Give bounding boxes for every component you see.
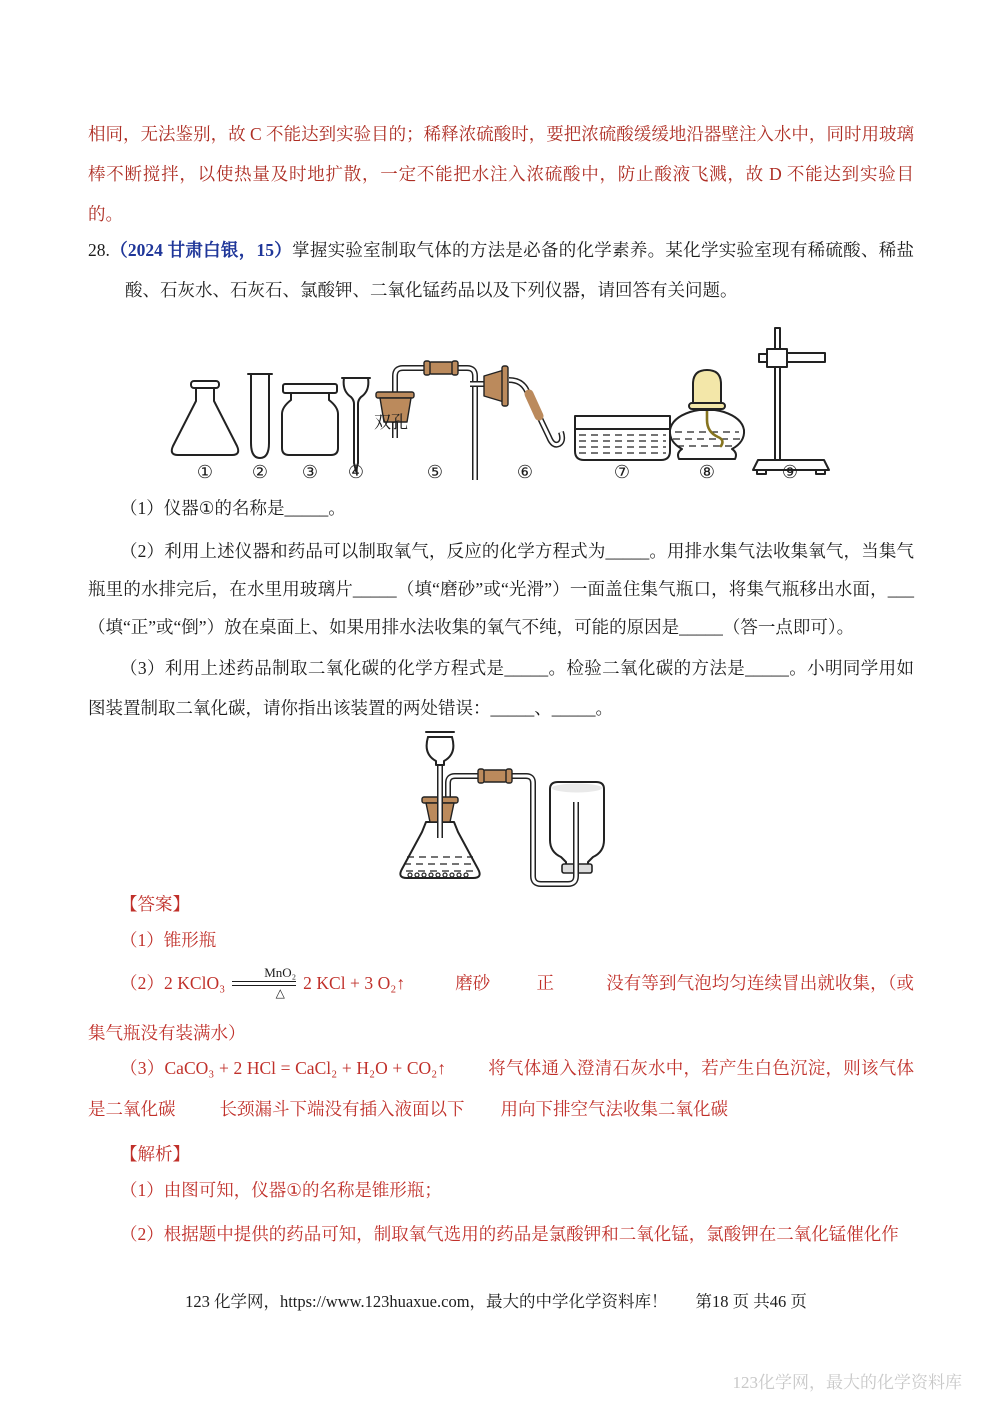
- dual-hole-label: 双孔: [374, 413, 408, 432]
- question-number: 28.: [88, 240, 110, 260]
- question-28: [88, 230, 914, 310]
- equals-double-line: [232, 981, 296, 986]
- bubbles: [408, 873, 468, 877]
- erlenmeyer-flask-icon: [172, 381, 238, 455]
- gap: [554, 988, 606, 989]
- question-stem: 掌握实验室制取气体的方法是必备的化学素养。某化学实验室现有稀硫酸、稀盐酸、石灰水、石灰石、氯酸钾、二氧化锰药品以及下列仪器，请回答有关问题。: [125, 240, 915, 300]
- test-tube-icon: [248, 374, 272, 458]
- answer-3-blank-2: 长颈漏斗下端没有插入液面以下: [219, 1099, 465, 1119]
- answer-2-blank-1: 磨砂: [455, 973, 491, 993]
- answer-3-prefix: （3）: [120, 1058, 165, 1078]
- rubber-connector-icon: [478, 769, 512, 783]
- apparatus-label-9: ⑨: [781, 462, 799, 482]
- rubber-connector-icon: [424, 361, 458, 375]
- apparatus-label-8: ⑧: [698, 462, 716, 482]
- apparatus-label-3: ③: [301, 462, 319, 482]
- answer-3-blank-3: 用向下排空气法收集二氧化碳: [500, 1099, 728, 1119]
- catalyst-label: MnO₂: [264, 965, 297, 981]
- answer-2: [88, 958, 914, 1058]
- answer-3-equation: CaCO₃ + 2 HCl = CaCl₂ + H₂O + CO₂↑: [164, 1058, 446, 1078]
- answer-2-prefix: （2）: [120, 973, 165, 993]
- answer-2-blank-2: 正: [536, 973, 555, 993]
- answer-1: （1）锥形瓶: [120, 930, 217, 950]
- apparatus-label-6: ⑥: [516, 462, 534, 482]
- watermark: 123化学网，最大的化学资料库: [732, 1373, 962, 1392]
- analysis-header: 【解析】: [120, 1144, 190, 1164]
- apparatus-label-4: ④: [347, 462, 365, 482]
- long-neck-funnel-icon: [342, 378, 370, 471]
- co2-apparatus-figure: [380, 726, 680, 896]
- apparatus-figure-svg: [130, 320, 830, 490]
- equation-rhs: 2 KCl + 3 O₂↑: [303, 973, 406, 993]
- apparatus-label-1: ①: [196, 462, 214, 482]
- analysis-paragraph-1: （1）由图可知，仪器①的名称是锥形瓶；: [120, 1180, 442, 1200]
- question-source: （2024 甘肃白银，15）: [109, 240, 293, 260]
- equation-lhs: 2 KClO₃: [164, 973, 226, 993]
- apparatus-label-5: ⑤: [426, 462, 444, 482]
- heat-symbol: △: [275, 986, 285, 1001]
- apparatus-figure: [130, 320, 830, 492]
- water-trough-icon: [575, 416, 670, 460]
- gap: [465, 1114, 501, 1115]
- apparatus-label-7: ⑦: [613, 462, 631, 482]
- footer-page-info: 第18 页 共46 页: [695, 1292, 807, 1311]
- stopper-delivery-tube-icon: [470, 366, 562, 445]
- gap: [668, 1306, 696, 1307]
- explanation-intro-paragraph: 相同，无法鉴别，故 C 不能达到实验目的；稀释浓硫酸时，要把浓硫酸缓缓地沿器壁注入水中，同时用玻璃棒不断搅拌，以使热量及时地扩散，一定不能把水注入浓硫酸中，防止酸液飞溅，故 D 不能达到实验目的。: [88, 124, 914, 224]
- page-footer: [0, 1286, 992, 1318]
- gap: [446, 1073, 488, 1074]
- gap: [405, 988, 455, 989]
- sub-question-2: （2）利用上述仪器和药品可以制取氧气，反应的化学方程式为_____。用排水集气法收集氧气，当集气瓶里的水排完后，在水里用玻璃片_____（填“磨砂”或“光滑”）一面盖住集气瓶口，将集气瓶移出水面，___（填“正”或“倒”）放在桌面上、如果用排水法收集的氧气不纯，可能的原因是_____（答一点即可）。: [88, 541, 914, 637]
- gap: [176, 1114, 220, 1115]
- alcohol-lamp-icon: [670, 370, 744, 459]
- answer-3-blank-1: 将气体通入澄清石灰水中，若产生白色沉淀，则该气体是二氧化碳: [88, 1058, 914, 1119]
- answer-3: [88, 1048, 914, 1130]
- wide-mouth-bottle-icon: [282, 384, 338, 455]
- gap: [490, 988, 536, 989]
- answer-header: 【答案】: [120, 894, 190, 914]
- apparatus-label-2: ②: [251, 462, 269, 482]
- co2-apparatus-svg: [380, 726, 680, 896]
- sub-question-1: （1）仪器①的名称是_____。: [120, 498, 346, 518]
- reaction-condition-stack: [232, 966, 296, 999]
- sub-question-3: （3）利用上述药品制取二氧化碳的化学方程式是_____。检验二氧化碳的方法是_____。小明同学用如图装置制取二氧化碳，请你指出该装置的两处错误：_____、_____。: [88, 658, 914, 718]
- footer-site-info: 123 化学网，https://www.123huaxue.com，最大的中学化学资料库！: [185, 1292, 668, 1311]
- iron-stand-icon: [753, 328, 829, 474]
- rubber-stopper-icon: [484, 366, 508, 406]
- answer-2-blank-3: 没有等到气泡均匀连续冒出就收集，（或集气瓶没有装满水）: [88, 973, 915, 1043]
- analysis-paragraph-2: （2）根据题中提供的药品可知，制取氧气选用的药品是氯酸钾和二氧化锰，氯酸钾在二氧化锰催化作: [120, 1224, 899, 1244]
